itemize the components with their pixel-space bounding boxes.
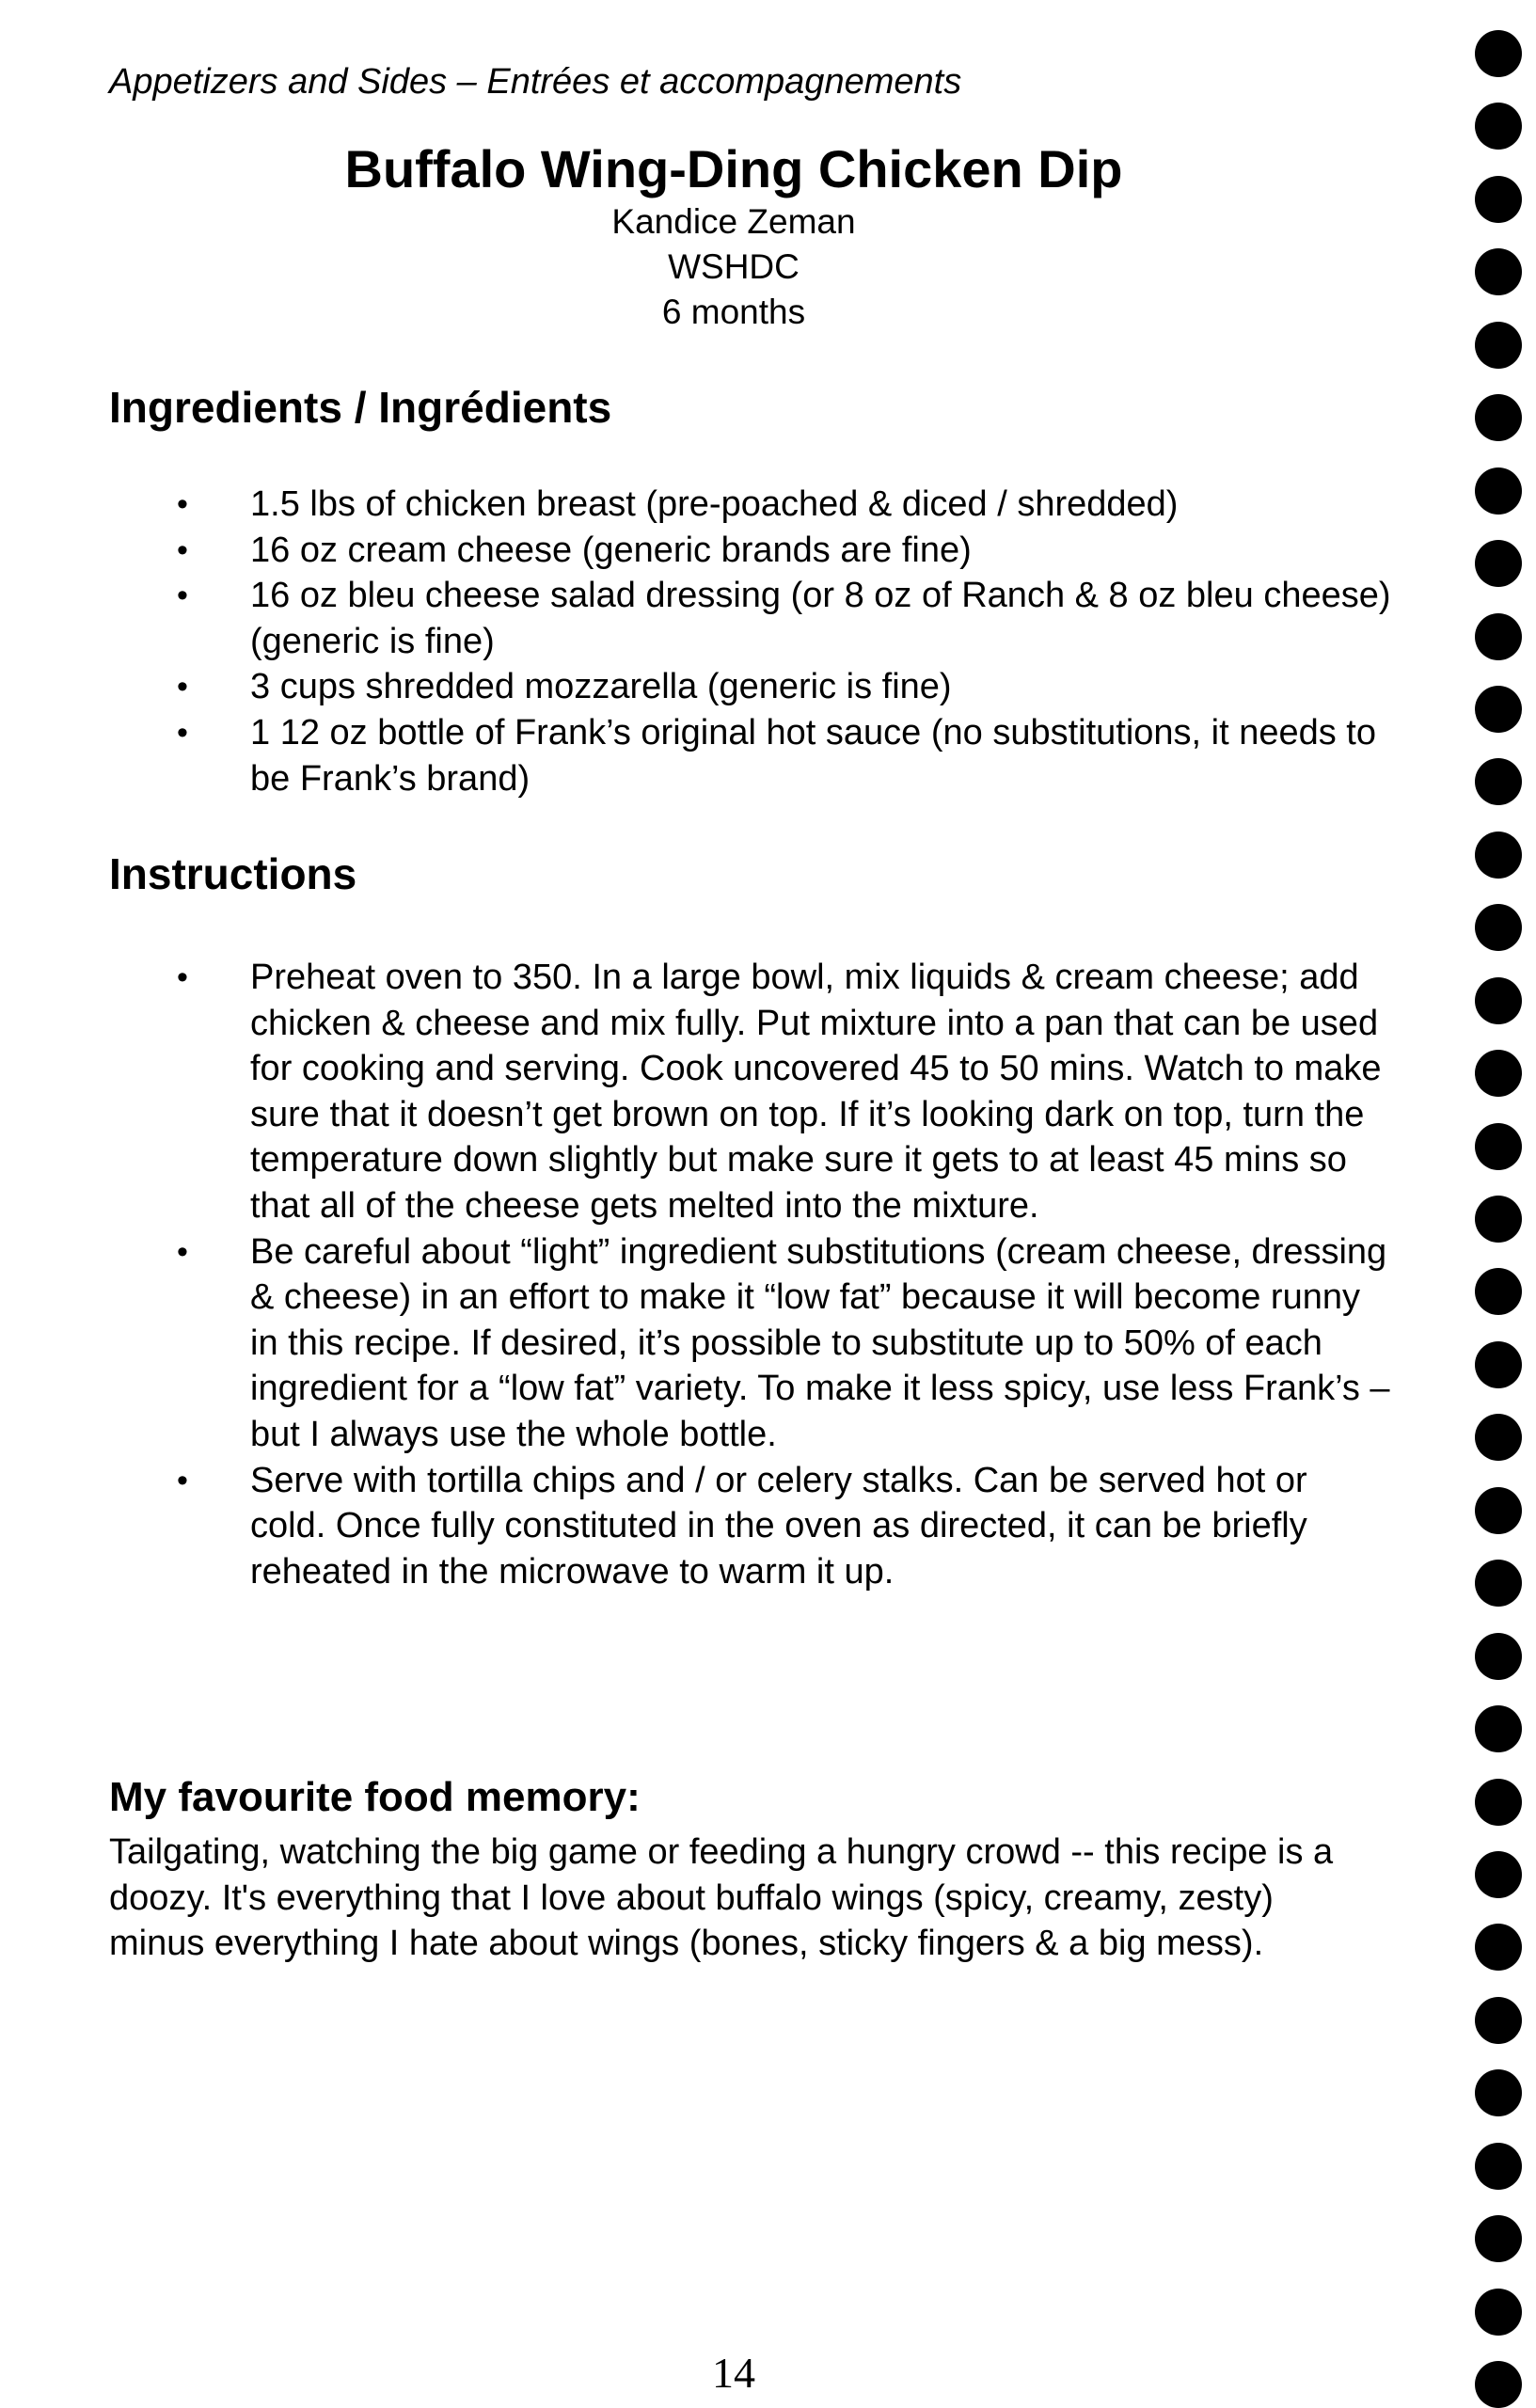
binding-hole-icon — [1475, 758, 1522, 805]
binding-hole-icon — [1475, 1341, 1522, 1388]
binding-hole-icon — [1475, 1633, 1522, 1680]
bullet-icon: • — [177, 531, 188, 568]
section-header: Appetizers and Sides – Entrées et accompagnements — [109, 62, 962, 102]
binding-hole-icon — [1475, 1851, 1522, 1898]
bullet-icon: • — [177, 578, 188, 614]
binding-hole-icon — [1475, 2143, 1522, 2190]
binding-hole-icon — [1475, 1268, 1522, 1315]
recipe-author: Kandice Zeman — [611, 202, 856, 241]
binding-hole-icon — [1475, 1196, 1522, 1243]
binding-hole-icon — [1475, 322, 1522, 369]
instruction-text: Preheat oven to 350. In a large bowl, mix liquids & cream cheese; add chicken & cheese and mix fully. Put mixture into a pan that can be used for cooking and serving. Cook uncovered 45 to 50 mins. Watch to make sure that it doesn’t get brown on top. If it’s looking dark on top, turn the temperature down slightly but make sure it gets to at least 45 mins so that all of the cheese gets melted into the mixture. — [250, 958, 1382, 1226]
binding-hole-icon — [1475, 540, 1522, 587]
bullet-icon: • — [177, 959, 188, 995]
binding-hole-icon — [1475, 1705, 1522, 1752]
instructions-heading: Instructions — [109, 849, 357, 898]
bullet-icon: • — [177, 486, 188, 522]
binding-hole-icon — [1475, 2069, 1522, 2116]
food-memory-text: Tailgating, watching the big game or feeding a hungry crowd -- this recipe is a doozy. It's everything that I love about buffalo wings (spicy, creamy, zesty) minus everything I hate about wings (bones, sticky fingers & a big mess). — [109, 1832, 1334, 1963]
food-memory-heading: My favourite food memory: — [109, 1774, 641, 1820]
ingredient-text: 16 oz cream cheese (generic brands are fine) — [250, 530, 972, 570]
binding-hole-icon — [1475, 686, 1522, 733]
binding-hole-icon — [1475, 1779, 1522, 1826]
binding-hole-icon — [1475, 613, 1522, 660]
ingredients-heading: Ingredients / Ingrédients — [109, 383, 612, 432]
ingredient-text: 1.5 lbs of chicken breast (pre-poached & diced / shredded) — [250, 484, 1179, 524]
binding-hole-icon — [1475, 394, 1522, 441]
binding-hole-icon — [1475, 977, 1522, 1024]
binding-hole-icon — [1475, 30, 1522, 77]
binding-hole-icon — [1475, 1414, 1522, 1461]
ingredient-text: 1 12 oz bottle of Frank’s original hot sauce (no substitutions, it needs to be Frank’s brand) — [250, 712, 1376, 799]
bullet-icon: • — [177, 669, 188, 705]
ingredient-text: 16 oz bleu cheese salad dressing (or 8 oz of Ranch & 8 oz bleu cheese) (generic is fine) — [250, 576, 1391, 661]
recipe-organization: WSHDC — [668, 247, 800, 286]
instruction-text: Serve with tortilla chips and / or celery stalks. Can be served hot or cold. Once fully constituted in the oven as directed, it can be briefly reheated in the microwave to warm it up. — [250, 1460, 1307, 1592]
instruction-text: Be careful about “light” ingredient substitutions (cream cheese, dressing & cheese) in an effort to make it “low fat” because it will become runny in this recipe. If desired, it’s possible to substitute up to 50% of each ingredient for a “low fat” variety. To make it less spicy, use less Frank’s – but I always use the whole bottle. — [250, 1231, 1390, 1454]
binding-hole-icon — [1475, 2289, 1522, 2336]
recipe-duration: 6 months — [661, 293, 806, 331]
binding-hole-icon — [1475, 103, 1522, 150]
binding-hole-icon — [1475, 2361, 1522, 2408]
bullet-icon: • — [177, 714, 188, 751]
binding-hole-icon — [1475, 2215, 1522, 2262]
binding-hole-icon — [1475, 1487, 1522, 1534]
binding-hole-icon — [1475, 832, 1522, 879]
binding-hole-icon — [1475, 1050, 1522, 1097]
binding-hole-icon — [1475, 176, 1522, 223]
binding-hole-icon — [1475, 904, 1522, 951]
binding-hole-icon — [1475, 1924, 1522, 1971]
binding-hole-icon — [1475, 1997, 1522, 2044]
binding-hole-icon — [1475, 1560, 1522, 1607]
page-number: 14 — [712, 2349, 755, 2397]
bullet-icon: • — [177, 1462, 188, 1498]
ingredient-text: 3 cups shredded mozzarella (generic is fine) — [250, 667, 952, 707]
recipe-title: Buffalo Wing-Ding Chicken Dip — [344, 139, 1123, 198]
binding-hole-icon — [1475, 1123, 1522, 1170]
binding-hole-icon — [1475, 248, 1522, 295]
binding-hole-icon — [1475, 467, 1522, 515]
bullet-icon: • — [177, 1233, 188, 1270]
